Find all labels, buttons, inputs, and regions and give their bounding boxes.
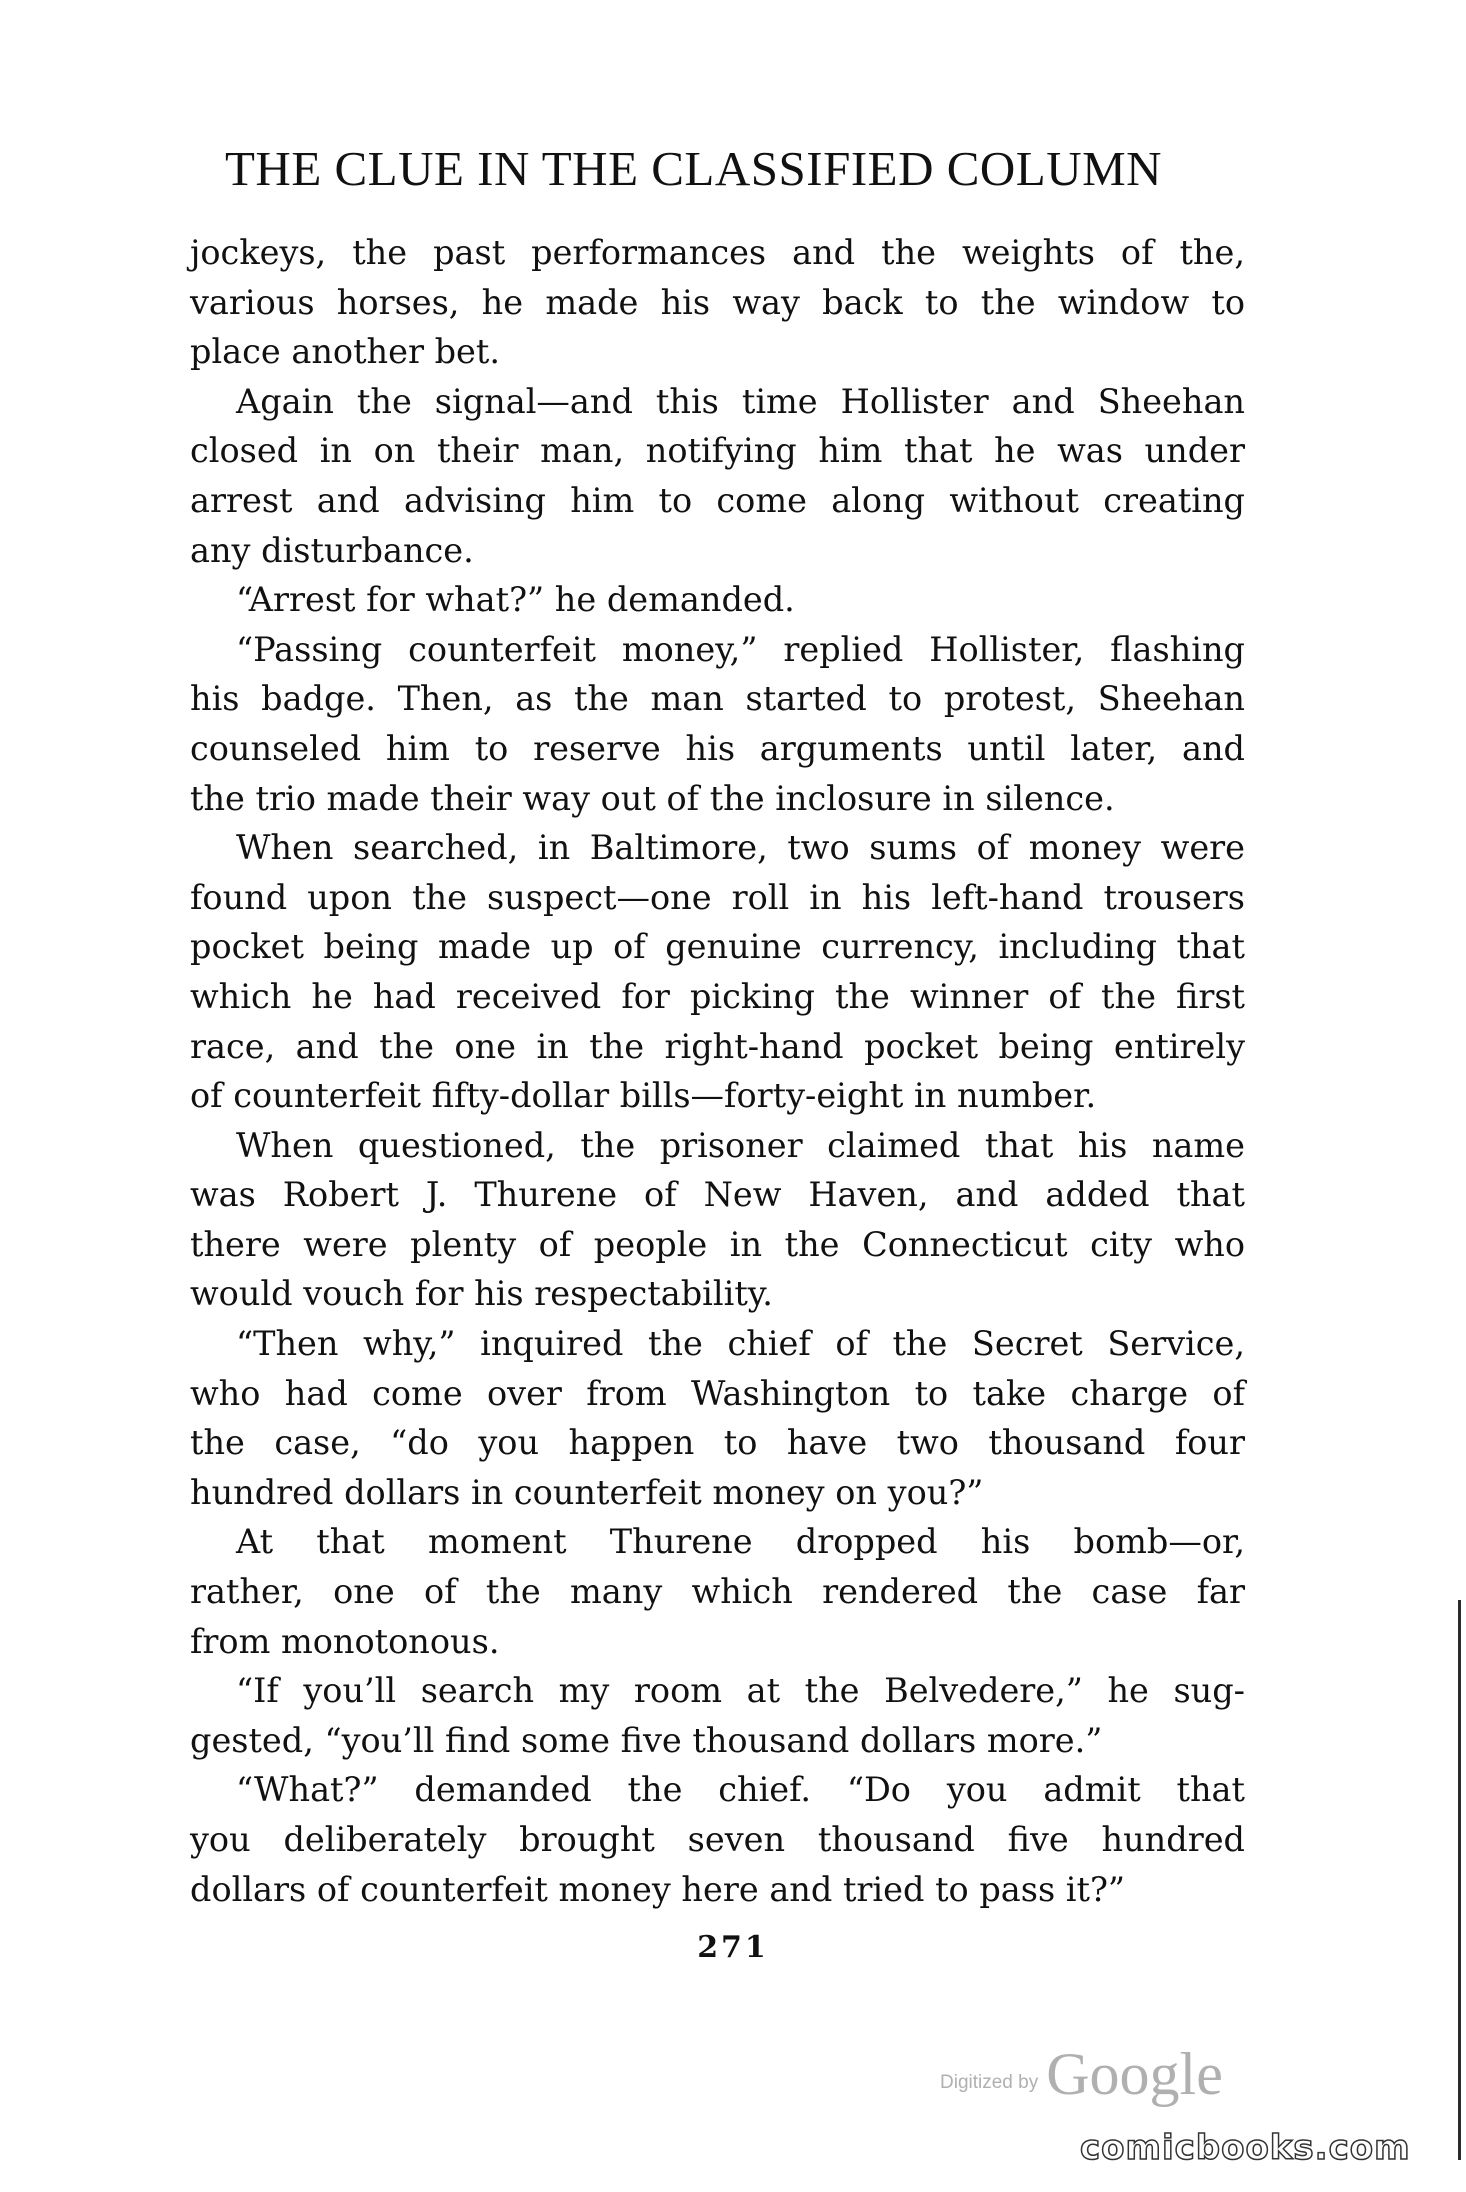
- text-line: counseled him to reserve his arguments until later, and: [190, 728, 1245, 768]
- text-line: his badge. Then, as the man started to protest, Sheehan: [190, 679, 1245, 719]
- text-line: the trio made their way out of the inclosure in silence.: [190, 778, 1115, 818]
- running-head: THE CLUE IN THE CLASSIFIED COLUMN: [225, 141, 1163, 196]
- text-line: gested, “you’ll find some five thousand dollars more.”: [190, 1720, 1103, 1760]
- text-line: pocket being made up of genuine currency, including that: [190, 927, 1245, 967]
- text-line: of counterfeit fifty-dollar bills—forty-eight in number.: [190, 1076, 1097, 1116]
- text-line: “Arrest for what?” he demanded.: [236, 580, 795, 620]
- text-line: dollars of counterfeit money here and tried to pass it?”: [190, 1869, 1126, 1909]
- watermark: comicbooks.com: [1080, 2128, 1411, 2168]
- digitized-label: Digitized by: [940, 2072, 1039, 2093]
- text-line: “If you’ll search my room at the Belvedere,” he sug-: [236, 1671, 1245, 1711]
- text-line: “What?” demanded the chief. “Do you admit that: [236, 1770, 1245, 1810]
- text-line: from monotonous.: [190, 1621, 500, 1661]
- text-line: you deliberately brought seven thousand five hundred: [190, 1820, 1245, 1859]
- text-line: there were plenty of people in the Connecticut city who: [190, 1224, 1245, 1264]
- google-wordmark: Google: [1046, 2041, 1223, 2107]
- text-line: “Then why,” inquired the chief of the Secret Service,: [236, 1324, 1245, 1364]
- text-line: jockeys, the past performances and the weights of the,: [190, 233, 1245, 272]
- text-line: “Passing counterfeit money,” replied Hollister, flashing: [236, 629, 1245, 669]
- text-line: rather, one of the many which rendered the case far: [190, 1572, 1245, 1612]
- page-edge-line: [1458, 1600, 1461, 2160]
- text-line: arrest and advising him to come along without creating: [190, 480, 1245, 520]
- text-line: Again the signal—and this time Hollister and Sheehan: [236, 381, 1245, 421]
- text-line: which he had received for picking the winner of the first: [190, 976, 1245, 1016]
- text-line: hundred dollars in counterfeit money on you?”: [190, 1472, 984, 1512]
- text-line: When searched, in Baltimore, two sums of money were: [236, 828, 1245, 868]
- text-line: any disturbance.: [190, 530, 474, 570]
- text-line: the case, “do you happen to have two thousand four: [190, 1423, 1245, 1463]
- text-line: race, and the one in the right-hand pocket being entirely: [190, 1026, 1245, 1066]
- text-line: At that moment Thurene dropped his bomb—or,: [236, 1522, 1245, 1562]
- text-line: found upon the suspect—one roll in his left-hand trousers: [190, 877, 1245, 917]
- digitized-by-google-logo: [940, 2040, 1223, 2109]
- text-line: place another bet.: [190, 332, 500, 372]
- text-line: was Robert J. Thurene of New Haven, and added that: [190, 1175, 1245, 1215]
- body-text: [190, 228, 1245, 1914]
- page-number: 271: [697, 1930, 769, 1965]
- text-line: When questioned, the prisoner claimed that his name: [236, 1125, 1245, 1165]
- text-line: closed in on their man, notifying him that he was under: [190, 431, 1245, 471]
- text-line: who had come over from Washington to take charge of: [190, 1373, 1245, 1413]
- text-line: various horses, he made his way back to the window to: [190, 282, 1245, 322]
- text-line: would vouch for his respectability.: [190, 1274, 773, 1314]
